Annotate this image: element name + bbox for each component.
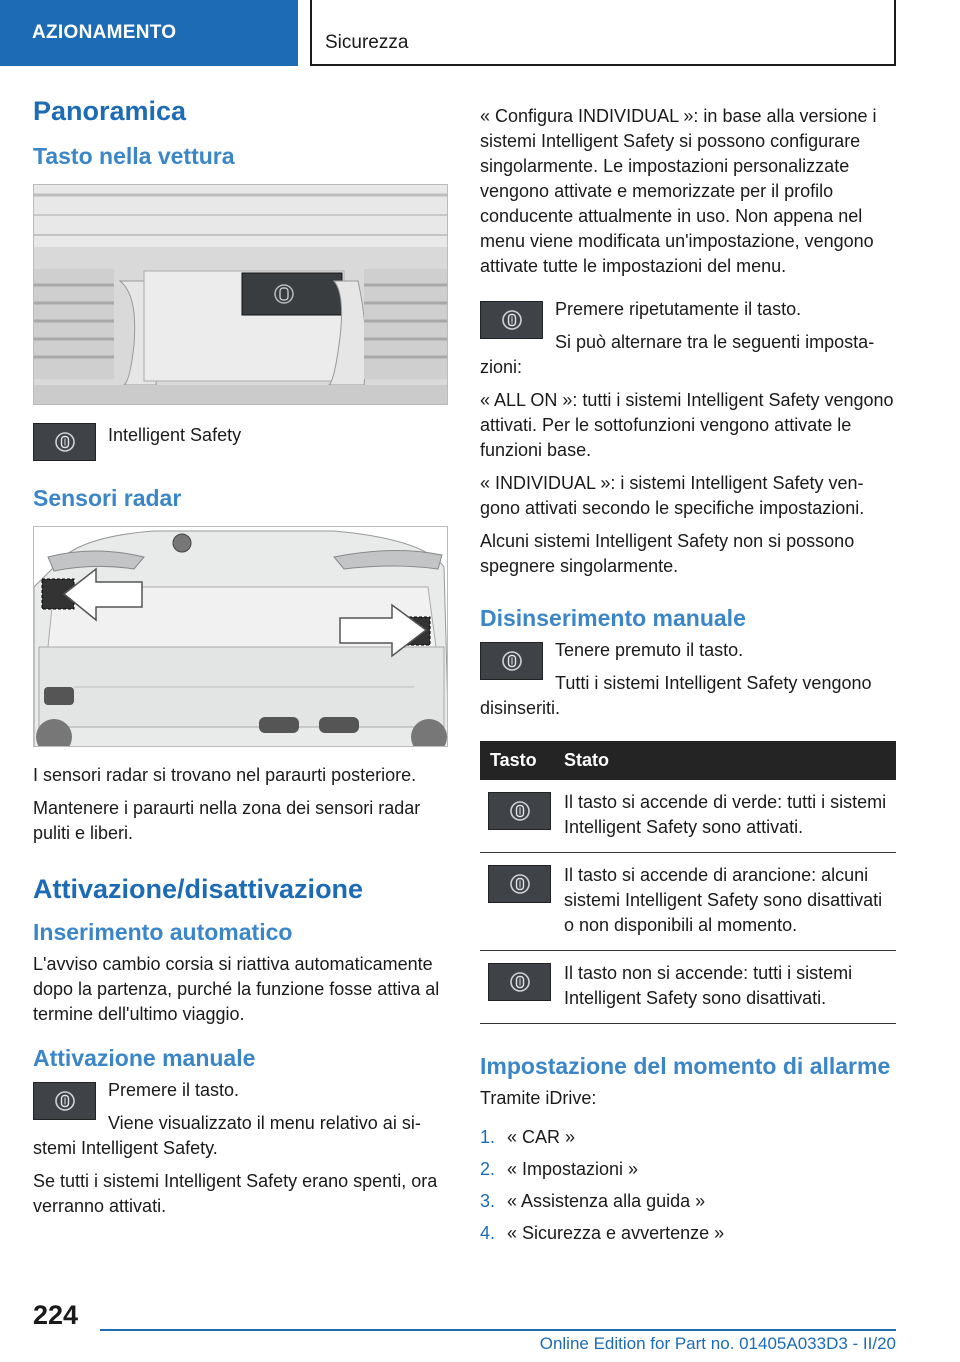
- all-on-text: « ALL ON »: tutti i sistemi Intelligent Safety vengono attivati. Per le sottofunzioni vengono attivate le funzioni base.: [480, 390, 894, 460]
- table-row: [480, 853, 896, 951]
- step-number: 2.: [480, 1159, 496, 1179]
- table-row: [480, 780, 896, 853]
- step-number: 4.: [480, 1223, 496, 1243]
- step-text: « Impostazioni »: [507, 1159, 639, 1179]
- idrive-intro-text: Tramite iDrive:: [480, 1088, 597, 1108]
- key-legend-row: [33, 419, 448, 465]
- radar-location-text: I sensori radar si trovano nel paraurti posteriore.: [33, 765, 417, 785]
- intelligent-safety-key-icon: [488, 865, 551, 903]
- list-item: [480, 1157, 896, 1182]
- repeat-press-row: [480, 297, 896, 380]
- dashboard-illustration: [34, 185, 448, 405]
- manual-disable-row: [480, 638, 896, 721]
- footer-divider: [100, 1329, 896, 1331]
- step-number: 1.: [480, 1127, 496, 1147]
- page-number: 224: [33, 1300, 79, 1330]
- alternate-settings-text: Si può alternare tra le seguenti impostazioni:: [480, 332, 875, 377]
- heading-attivazione: Attivazione/disattivazione: [33, 874, 364, 904]
- step-text: « CAR »: [507, 1127, 576, 1147]
- key-caption: Intelligent Safety: [108, 425, 242, 445]
- list-item: [480, 1125, 896, 1150]
- configure-individual-text: « Configura INDIVIDUAL »: in base alla versione i sistemi Intelligent Safety si possono configurare singolarmente. Le impostazioni personalizzate vengono attivate e memorizzate per il profilo conducente attualmente in uso. Non appena nel menu viene modificata un'impostazione, vengono attivate tutte le impostazioni del menu.: [480, 106, 877, 276]
- intelligent-safety-key-icon: [488, 963, 551, 1001]
- step-text: « Sicurezza e avvertenze »: [507, 1223, 725, 1243]
- radar-clean-text: Mantenere i paraurti nella zona dei sensori radar puliti e liberi.: [33, 798, 421, 843]
- heading-attivazione-manuale: Attivazione manuale: [33, 1045, 256, 1071]
- step-number: 3.: [480, 1191, 496, 1211]
- column-header-tasto: Tasto: [480, 741, 564, 780]
- intelligent-safety-key-icon: [480, 642, 543, 680]
- left-column: [33, 96, 448, 1227]
- cannot-disable-text: Alcuni sistemi Intelligent Safety non si possono spegnere singolarmente.: [480, 531, 855, 576]
- table-header-row: [480, 741, 896, 780]
- table-cell-state: Il tasto si accende di verde: tutti i sistemi Intelligent Safety sono attivati.: [564, 780, 896, 853]
- section-title: Sicurezza: [325, 32, 409, 53]
- table-cell-state: Il tasto non si accende: tutti i sistemi Intelligent Safety sono disattivati.: [564, 951, 896, 1024]
- column-header-stato: Stato: [564, 741, 896, 780]
- intelligent-safety-key-icon: [33, 1082, 96, 1120]
- table-cell-key: [480, 951, 564, 1024]
- manual-all-off-text: Se tutti i sistemi Intelligent Safety erano spenti, ora verranno attivati.: [33, 1171, 438, 1216]
- individual-text: « INDIVIDUAL »: i sistemi Intelligent Safety vengono attivati secondo le specifiche impostazioni.: [480, 473, 865, 518]
- repeat-press-text: Premere ripetutamente il tasto.: [555, 299, 802, 319]
- right-column: [480, 104, 896, 1253]
- manual-menu-text: Viene visualizzato il menu relativo ai sistemi Intelligent Safety.: [33, 1113, 421, 1158]
- hold-key-text: Tenere premuto il tasto.: [555, 640, 744, 660]
- auto-activation-text: L'avviso cambio corsia si riattiva automaticamente dopo la partenza, purché la funzione fosse attiva al termine dell'ultimo viaggio.: [33, 954, 440, 1024]
- heading-momento-allarme: Impostazione del momento di allarme: [480, 1053, 891, 1079]
- heading-sensori-radar: Sensori radar: [33, 485, 182, 511]
- rear-bumper-photo: [33, 526, 448, 747]
- table-cell-key: [480, 780, 564, 853]
- page-header: [0, 0, 960, 66]
- intelligent-safety-key-icon: [488, 792, 551, 830]
- table-cell-state: Il tasto si accende di arancione: alcuni sistemi Intelligent Safety sono disattivati o non disponibili al momento.: [564, 853, 896, 951]
- intelligent-safety-key-icon: [480, 301, 543, 339]
- idrive-steps-list: [480, 1125, 896, 1246]
- page-footer: [0, 1296, 960, 1362]
- rear-car-illustration: [34, 527, 448, 747]
- heading-disinserimento-manuale: Disinserimento manuale: [480, 605, 746, 631]
- step-text: « Assistenza alla guida »: [507, 1191, 706, 1211]
- intelligent-safety-key-icon: [33, 423, 96, 461]
- table-row: [480, 951, 896, 1024]
- heading-panoramica: Panoramica: [33, 96, 187, 126]
- chapter-tab: AZIONAMENTO: [0, 0, 298, 66]
- manual-press-text: Premere il tasto.: [108, 1080, 240, 1100]
- dashboard-button-photo: [33, 184, 448, 405]
- table-cell-key: [480, 853, 564, 951]
- all-disabled-text: Tutti i sistemi Intelligent Safety vengono disinseriti.: [480, 673, 872, 718]
- list-item: [480, 1221, 896, 1246]
- key-status-table: [480, 741, 896, 1024]
- manual-activation-row: [33, 1078, 448, 1161]
- edition-link[interactable]: Online Edition for Part no. 01405A033D3 - II/20: [539, 1334, 896, 1353]
- heading-inserimento-automatico: Inserimento automatico: [33, 919, 293, 945]
- heading-tasto-vettura: Tasto nella vettura: [33, 143, 235, 169]
- list-item: [480, 1189, 896, 1214]
